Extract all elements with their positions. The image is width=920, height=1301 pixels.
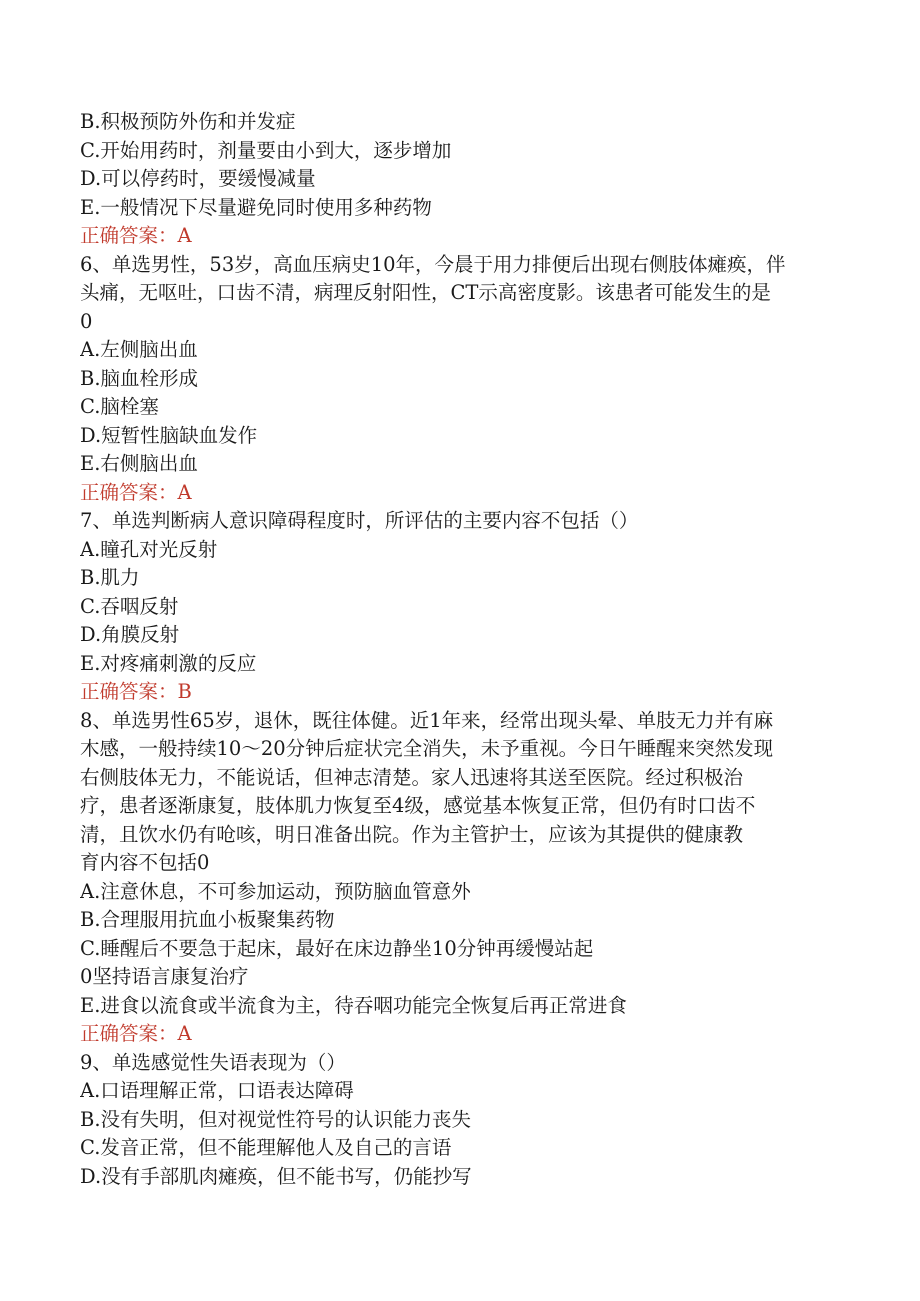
option-text: E.右侧脑出血	[80, 452, 198, 475]
question-text: 育内容不包括0	[80, 851, 210, 874]
option-text: C.开始用药时，剂量要由小到大，逐步增加	[80, 138, 452, 162]
option-text: B.没有失明，但对视觉性符号的认识能力丧失	[80, 1107, 472, 1131]
question-text: 6、单选男性，53岁，高血压病史10年，今晨于用力排便后出现右侧肢体瘫痪，伴	[80, 252, 786, 276]
option-text: D.短暂性脑缺血发作	[80, 423, 258, 447]
question-text: 清，且饮水仍有呛咳，明日准备出院。作为主管护士，应该为其提供的健康教	[80, 822, 744, 846]
option-text: B.积极预防外伤和并发症	[80, 110, 296, 133]
question-text: 右侧肢体无力，不能说话，但神志清楚。家人迅速将其送至医院。经过积极治	[80, 765, 744, 789]
document-page	[80, 108, 870, 1191]
option-text: D.可以停药时，要缓慢减量	[80, 167, 316, 190]
option-text: B.肌力	[80, 566, 140, 589]
question-text: 9、单选感觉性失语表现为（）	[80, 1050, 346, 1074]
option-text: C.发音正常，但不能理解他人及自己的言语	[80, 1136, 452, 1159]
option-text: C.脑栓塞	[80, 395, 159, 418]
question-text: 疗，患者逐渐康复，肢体肌力恢复至4级，感觉基本恢复正常，但仍有时口齿不	[80, 794, 756, 817]
question-text: 头痛，无呕吐，口齿不清，病理反射阳性，CT示高密度影。该患者可能发生的是	[80, 281, 771, 304]
option-text: A.左侧脑出血	[80, 338, 198, 361]
correct-answer: 正确答案：B	[80, 680, 192, 703]
question-text: 0	[80, 309, 93, 333]
option-text: D.角膜反射	[80, 623, 180, 646]
correct-answer: 正确答案：A	[80, 480, 192, 504]
correct-answer: 正确答案：A	[80, 1022, 192, 1045]
option-text: 0坚持语言康复治疗	[80, 965, 249, 988]
option-text: B.合理服用抗血小板聚集药物	[80, 908, 335, 931]
correct-answer: 正确答案：A	[80, 224, 192, 247]
option-text: A.口语理解正常，口语表达障碍	[80, 1079, 354, 1102]
option-text: D.没有手部肌肉瘫痪，但不能书写，仍能抄写	[80, 1164, 472, 1188]
option-text: A.瞳孔对光反射	[80, 537, 218, 561]
option-text: C.吞咽反射	[80, 594, 179, 618]
option-text: E.对疼痛刺激的反应	[80, 651, 257, 675]
option-text: E.一般情况下尽量避免同时使用多种药物	[80, 195, 432, 219]
option-text: E.进食以流食或半流食为主，待吞咽功能完全恢复后再正常进食	[80, 993, 627, 1017]
question-text: 8、单选男性65岁，退休，既往体健。近1年来，经常出现头晕、单肢无力并有麻	[80, 708, 774, 732]
option-text: B.脑血栓形成	[80, 366, 199, 390]
option-text: C.睡醒后不要急于起床，最好在床边静坐10分钟再缓慢站起	[80, 936, 594, 960]
question-text: 7、单选判断病人意识障碍程度时，所评估的主要内容不包括（）	[80, 509, 639, 532]
question-text: 木感，一般持续10～20分钟后症状完全消失，未予重视。今日午睡醒来突然发现	[80, 737, 774, 760]
option-text: A.注意休息，不可参加运动，预防脑血管意外	[80, 879, 471, 903]
